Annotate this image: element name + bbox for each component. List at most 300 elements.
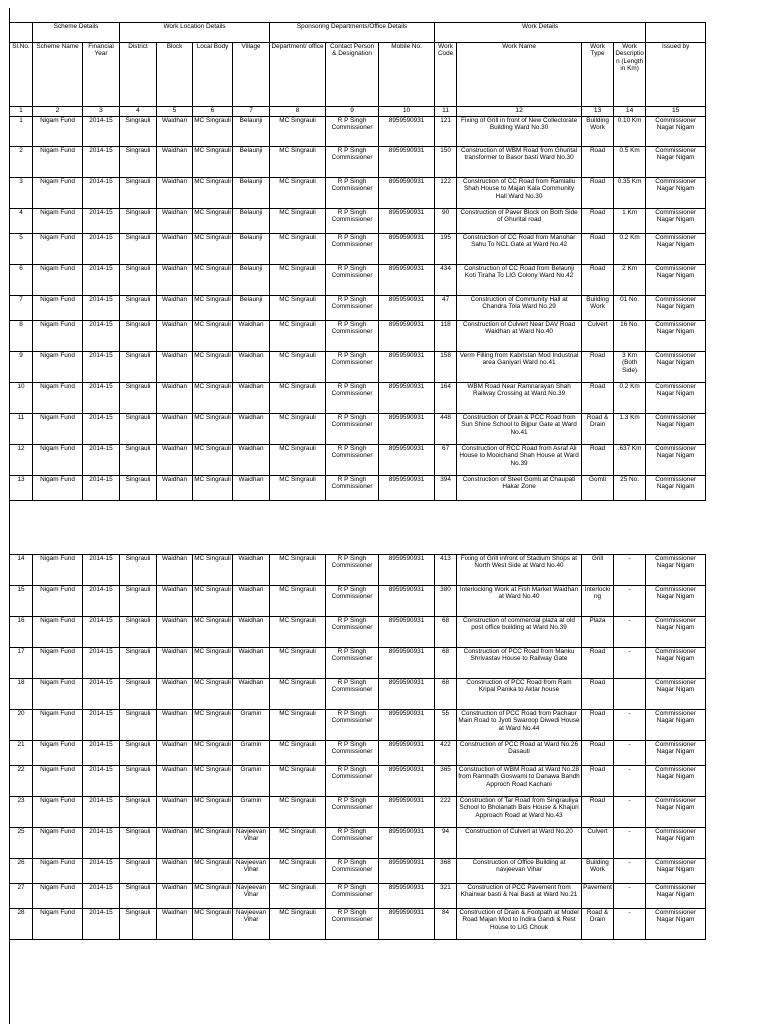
- cell-work-code: 158: [435, 352, 457, 383]
- cell-mobile-no: 8959590931: [379, 147, 435, 178]
- cell-block: Waidhan: [157, 445, 193, 476]
- cell-sl-no: 1: [10, 117, 33, 147]
- cell-mobile-no: 8959590931: [379, 352, 435, 383]
- col-header-contact-person: Contact Person & Designation: [326, 43, 379, 107]
- cell-mobile-no: 8959590931: [379, 586, 435, 617]
- cell-sl-no: 23: [10, 797, 33, 828]
- cell-mobile-no: 8959590931: [379, 383, 435, 414]
- cell-district: Singrauli: [120, 234, 157, 265]
- cell-financial-year: 2014-15: [83, 234, 120, 265]
- cell-scheme-name: Nigam Fund: [33, 586, 83, 617]
- cell-village: Belaunji: [233, 265, 270, 296]
- cell-scheme-name: Nigam Fund: [33, 117, 83, 147]
- cell-work-name: WBM Road Near Ramnarayan Shah Railway Crossing at Ward No.39: [457, 383, 582, 414]
- cell-department: MC Singrauli: [270, 859, 326, 884]
- cell-block: Waidhan: [157, 234, 193, 265]
- cell-block: Waidhan: [157, 296, 193, 321]
- cell-sl-no: 7: [10, 296, 33, 321]
- group-header-work-details: Work Details: [435, 23, 646, 43]
- cell-work-description: -: [614, 828, 646, 859]
- cell-work-name: Construction of Tar Road from Singrauliya School to Bholanath Bais House & Khajuri Approach Road at Ward No.43: [457, 797, 582, 828]
- cell-department: MC Singrauli: [270, 178, 326, 209]
- cell-sl-no: 26: [10, 859, 33, 884]
- cell-district: Singrauli: [120, 178, 157, 209]
- cell-mobile-no: 8959590931: [379, 321, 435, 352]
- cell-block: Waidhan: [157, 117, 193, 147]
- cell-department: MC Singrauli: [270, 117, 326, 147]
- cell-work-name: Verm Filling from Kabristan Mod Industrial area Ganiyari Ward no.41: [457, 352, 582, 383]
- cell-scheme-name: Nigam Fund: [33, 710, 83, 741]
- cell-department: MC Singrauli: [270, 234, 326, 265]
- cell-village: Waidhan: [233, 352, 270, 383]
- cell-block: Waidhan: [157, 766, 193, 797]
- col-number-scheme-name: 2: [33, 107, 83, 117]
- cell-block: Waidhan: [157, 147, 193, 178]
- cell-scheme-name: Nigam Fund: [33, 648, 83, 679]
- column-header-row: [10, 43, 706, 107]
- cell-financial-year: 2014-15: [83, 178, 120, 209]
- cell-work-code: 90: [435, 209, 457, 234]
- cell-block: Waidhan: [157, 884, 193, 909]
- cell-work-name: Construction of Culvert at Ward No.20: [457, 828, 582, 859]
- col-number-department: 8: [270, 107, 326, 117]
- table-row: [10, 679, 706, 710]
- cell-block: Waidhan: [157, 352, 193, 383]
- cell-block: Waidhan: [157, 859, 193, 884]
- cell-local-body: MC Singrauli: [193, 178, 233, 209]
- cell-work-type: Road: [582, 445, 614, 476]
- cell-work-code: 68: [435, 679, 457, 710]
- cell-financial-year: 2014-15: [83, 679, 120, 710]
- cell-mobile-no: 8959590931: [379, 265, 435, 296]
- cell-contact-person: R P Singh Commissioner: [326, 679, 379, 710]
- cell-village: Waidhan: [233, 414, 270, 445]
- cell-issued-by: Commissioner Nagar Nigam: [646, 797, 706, 828]
- cell-work-code: 195: [435, 234, 457, 265]
- cell-village: Waidhan: [233, 679, 270, 710]
- cell-mobile-no: 8959590931: [379, 859, 435, 884]
- cell-work-description: 0.35 Km: [614, 178, 646, 209]
- cell-financial-year: 2014-15: [83, 617, 120, 648]
- cell-issued-by: Commissioner Nagar Nigam: [646, 909, 706, 940]
- cell-district: Singrauli: [120, 147, 157, 178]
- cell-work-description: .637 Km: [614, 445, 646, 476]
- cell-work-description: 01 No.: [614, 296, 646, 321]
- cell-contact-person: R P Singh Commissioner: [326, 178, 379, 209]
- works-table-bottom: [9, 554, 706, 940]
- cell-work-name: Fixing of Grill in front of New Collectorate Building Ward No.30: [457, 117, 582, 147]
- cell-work-code: 118: [435, 321, 457, 352]
- col-number-work-description: 14: [614, 107, 646, 117]
- cell-district: Singrauli: [120, 617, 157, 648]
- cell-sl-no: 4: [10, 209, 33, 234]
- cell-issued-by: Commissioner Nagar Nigam: [646, 321, 706, 352]
- cell-issued-by: Commissioner Nagar Nigam: [646, 383, 706, 414]
- cell-mobile-no: 8959590931: [379, 828, 435, 859]
- cell-contact-person: R P Singh Commissioner: [326, 884, 379, 909]
- table-row: [10, 147, 706, 178]
- table-row: [10, 414, 706, 445]
- cell-work-name: Construction of PCC Pavement from Khairwar basti & Nai Basti at Ward No.21: [457, 884, 582, 909]
- column-number-row: [10, 107, 706, 117]
- cell-district: Singrauli: [120, 352, 157, 383]
- cell-department: MC Singrauli: [270, 884, 326, 909]
- cell-work-name: Construction of CC Road from Ramlallu Shah House to Majan Kala Community Hall Ward No.30: [457, 178, 582, 209]
- cell-issued-by: Commissioner Nagar Nigam: [646, 414, 706, 445]
- cell-contact-person: R P Singh Commissioner: [326, 555, 379, 586]
- cell-work-code: 394: [435, 476, 457, 501]
- col-number-financial-year: 3: [83, 107, 120, 117]
- cell-issued-by: Commissioner Nagar Nigam: [646, 352, 706, 383]
- cell-block: Waidhan: [157, 209, 193, 234]
- cell-work-type: Building Work: [582, 859, 614, 884]
- cell-work-type: Culvert: [582, 321, 614, 352]
- cell-scheme-name: Nigam Fund: [33, 265, 83, 296]
- cell-work-description: -: [614, 710, 646, 741]
- rows-bottom: [10, 555, 706, 940]
- cell-block: Waidhan: [157, 797, 193, 828]
- cell-department: MC Singrauli: [270, 352, 326, 383]
- cell-work-type: Road: [582, 352, 614, 383]
- cell-local-body: MC Singrauli: [193, 909, 233, 940]
- cell-village: Belaunji: [233, 147, 270, 178]
- cell-contact-person: R P Singh Commissioner: [326, 741, 379, 766]
- cell-scheme-name: Nigam Fund: [33, 555, 83, 586]
- group-header-sponsoring: Sponsoring Departments/Office Details: [270, 23, 435, 43]
- cell-scheme-name: Nigam Fund: [33, 352, 83, 383]
- cell-sl-no: 9: [10, 352, 33, 383]
- cell-issued-by: Commissioner Nagar Nigam: [646, 766, 706, 797]
- col-number-sl-no: 1: [10, 107, 33, 117]
- cell-work-description: -: [614, 909, 646, 940]
- cell-issued-by: Commissioner Nagar Nigam: [646, 648, 706, 679]
- cell-department: MC Singrauli: [270, 710, 326, 741]
- cell-district: Singrauli: [120, 296, 157, 321]
- cell-department: MC Singrauli: [270, 445, 326, 476]
- cell-work-type: Road & Drain: [582, 414, 614, 445]
- cell-work-code: 150: [435, 147, 457, 178]
- cell-financial-year: 2014-15: [83, 414, 120, 445]
- cell-issued-by: Commissioner Nagar Nigam: [646, 117, 706, 147]
- cell-sl-no: 10: [10, 383, 33, 414]
- cell-work-type: Grill: [582, 555, 614, 586]
- cell-financial-year: 2014-15: [83, 828, 120, 859]
- table-row: [10, 617, 706, 648]
- cell-financial-year: 2014-15: [83, 321, 120, 352]
- cell-work-description: -: [614, 648, 646, 679]
- cell-local-body: MC Singrauli: [193, 586, 233, 617]
- cell-issued-by: Commissioner Nagar Nigam: [646, 209, 706, 234]
- table-row: [10, 321, 706, 352]
- table-row: [10, 476, 706, 501]
- cell-mobile-no: 8959590931: [379, 679, 435, 710]
- cell-local-body: MC Singrauli: [193, 117, 233, 147]
- cell-financial-year: 2014-15: [83, 555, 120, 586]
- cell-work-description: -: [614, 766, 646, 797]
- cell-financial-year: 2014-15: [83, 265, 120, 296]
- table-row: [10, 884, 706, 909]
- cell-contact-person: R P Singh Commissioner: [326, 414, 379, 445]
- cell-village: Waidhan: [233, 648, 270, 679]
- cell-work-name: Fixing of Grill infront of Stadium Shops at North West Side at Ward No.40: [457, 555, 582, 586]
- cell-contact-person: R P Singh Commissioner: [326, 117, 379, 147]
- cell-department: MC Singrauli: [270, 555, 326, 586]
- cell-district: Singrauli: [120, 710, 157, 741]
- cell-village: Gramin: [233, 741, 270, 766]
- cell-work-description: 0.2 Km: [614, 234, 646, 265]
- cell-village: Belaunji: [233, 209, 270, 234]
- col-header-work-name: Work Name: [457, 43, 582, 107]
- cell-financial-year: 2014-15: [83, 909, 120, 940]
- cell-financial-year: 2014-15: [83, 209, 120, 234]
- cell-work-description: 25 No.: [614, 476, 646, 501]
- col-number-mobile-no: 10: [379, 107, 435, 117]
- cell-local-body: MC Singrauli: [193, 555, 233, 586]
- cell-mobile-no: 8959590931: [379, 741, 435, 766]
- cell-local-body: MC Singrauli: [193, 445, 233, 476]
- cell-work-type: Road: [582, 234, 614, 265]
- cell-local-body: MC Singrauli: [193, 147, 233, 178]
- cell-work-code: 121: [435, 117, 457, 147]
- cell-contact-person: R P Singh Commissioner: [326, 321, 379, 352]
- cell-mobile-no: 8959590931: [379, 648, 435, 679]
- group-header-blank: [10, 23, 33, 43]
- cell-contact-person: R P Singh Commissioner: [326, 710, 379, 741]
- cell-village: Navjeevan Vihar: [233, 909, 270, 940]
- cell-work-description: -: [614, 741, 646, 766]
- cell-work-code: 68: [435, 648, 457, 679]
- cell-financial-year: 2014-15: [83, 884, 120, 909]
- cell-contact-person: R P Singh Commissioner: [326, 909, 379, 940]
- col-header-block: Block: [157, 43, 193, 107]
- col-header-village: Village: [233, 43, 270, 107]
- cell-scheme-name: Nigam Fund: [33, 414, 83, 445]
- cell-block: Waidhan: [157, 476, 193, 501]
- cell-block: Waidhan: [157, 828, 193, 859]
- cell-mobile-no: 8959590931: [379, 555, 435, 586]
- cell-mobile-no: 8959590931: [379, 414, 435, 445]
- col-header-department: Department/ office: [270, 43, 326, 107]
- col-header-issued-by: Issued by: [646, 43, 706, 107]
- cell-work-description: -: [614, 555, 646, 586]
- cell-village: Waidhan: [233, 586, 270, 617]
- cell-work-type: Road: [582, 383, 614, 414]
- cell-local-body: MC Singrauli: [193, 209, 233, 234]
- cell-local-body: MC Singrauli: [193, 710, 233, 741]
- cell-district: Singrauli: [120, 909, 157, 940]
- cell-district: Singrauli: [120, 859, 157, 884]
- cell-sl-no: 25: [10, 828, 33, 859]
- cell-work-name: Construction of PCC Road from Manku Shrivastav House to Railway Gate: [457, 648, 582, 679]
- cell-local-body: MC Singrauli: [193, 414, 233, 445]
- cell-block: Waidhan: [157, 321, 193, 352]
- cell-village: Belaunji: [233, 296, 270, 321]
- cell-village: Belaunji: [233, 117, 270, 147]
- cell-work-name: Construction of Drain & PCC Road from Sun Shine School to Bijpur Gate at Ward No.41: [457, 414, 582, 445]
- cell-village: Waidhan: [233, 555, 270, 586]
- cell-district: Singrauli: [120, 741, 157, 766]
- cell-work-name: Construction of commercial plaza at old post office building at Ward No.39: [457, 617, 582, 648]
- cell-work-code: 413: [435, 555, 457, 586]
- cell-district: Singrauli: [120, 797, 157, 828]
- cell-district: Singrauli: [120, 383, 157, 414]
- table-row: [10, 117, 706, 147]
- cell-work-name: Construction of WBM Road from Ghurital transformer to Basor basti Ward No.30: [457, 147, 582, 178]
- cell-scheme-name: Nigam Fund: [33, 321, 83, 352]
- cell-local-body: MC Singrauli: [193, 321, 233, 352]
- cell-department: MC Singrauli: [270, 828, 326, 859]
- cell-work-type: Building Work: [582, 117, 614, 147]
- cell-work-name: Construction of CC Road from Manohar Sahu To NCL Gate at Ward No.42: [457, 234, 582, 265]
- cell-contact-person: R P Singh Commissioner: [326, 797, 379, 828]
- cell-issued-by: Commissioner Nagar Nigam: [646, 178, 706, 209]
- cell-village: Waidhan: [233, 445, 270, 476]
- cell-contact-person: R P Singh Commissioner: [326, 445, 379, 476]
- cell-contact-person: R P Singh Commissioner: [326, 265, 379, 296]
- cell-village: Waidhan: [233, 617, 270, 648]
- cell-mobile-no: 8959590931: [379, 117, 435, 147]
- cell-local-body: MC Singrauli: [193, 265, 233, 296]
- table-row: [10, 234, 706, 265]
- cell-village: Gramin: [233, 797, 270, 828]
- cell-issued-by: Commissioner Nagar Nigam: [646, 555, 706, 586]
- cell-district: Singrauli: [120, 679, 157, 710]
- cell-financial-year: 2014-15: [83, 476, 120, 501]
- col-number-village: 7: [233, 107, 270, 117]
- table-row: [10, 710, 706, 741]
- cell-contact-person: R P Singh Commissioner: [326, 828, 379, 859]
- cell-work-name: Construction of Community Hall at Chandra Tola Ward No.29: [457, 296, 582, 321]
- cell-local-body: MC Singrauli: [193, 884, 233, 909]
- cell-local-body: MC Singrauli: [193, 828, 233, 859]
- cell-work-code: 422: [435, 741, 457, 766]
- cell-sl-no: 15: [10, 586, 33, 617]
- cell-district: Singrauli: [120, 766, 157, 797]
- cell-mobile-no: 8959590931: [379, 617, 435, 648]
- cell-department: MC Singrauli: [270, 321, 326, 352]
- cell-work-code: 122: [435, 178, 457, 209]
- cell-district: Singrauli: [120, 884, 157, 909]
- cell-department: MC Singrauli: [270, 679, 326, 710]
- cell-financial-year: 2014-15: [83, 648, 120, 679]
- table-row: [10, 178, 706, 209]
- cell-contact-person: R P Singh Commissioner: [326, 352, 379, 383]
- cell-sl-no: 28: [10, 909, 33, 940]
- cell-work-name: Construction of Office Building at navjeevan Vihar: [457, 859, 582, 884]
- cell-work-code: 68: [435, 617, 457, 648]
- cell-work-description: 3 Km (Both Side): [614, 352, 646, 383]
- cell-issued-by: Commissioner Nagar Nigam: [646, 828, 706, 859]
- cell-scheme-name: Nigam Fund: [33, 476, 83, 501]
- cell-mobile-no: 8959590931: [379, 445, 435, 476]
- cell-local-body: MC Singrauli: [193, 234, 233, 265]
- cell-local-body: MC Singrauli: [193, 741, 233, 766]
- col-number-work-code: 11: [435, 107, 457, 117]
- cell-work-description: 1 Km: [614, 209, 646, 234]
- cell-work-name: Construction of Culvert Near DAV Road Waidhan at Ward No.40: [457, 321, 582, 352]
- cell-department: MC Singrauli: [270, 209, 326, 234]
- col-header-local-body: Local Body: [193, 43, 233, 107]
- cell-work-type: Road: [582, 178, 614, 209]
- cell-scheme-name: Nigam Fund: [33, 445, 83, 476]
- cell-contact-person: R P Singh Commissioner: [326, 586, 379, 617]
- cell-work-type: Building Work: [582, 296, 614, 321]
- cell-mobile-no: 8959590931: [379, 234, 435, 265]
- cell-work-type: Road: [582, 679, 614, 710]
- cell-work-type: Road: [582, 648, 614, 679]
- cell-financial-year: 2014-15: [83, 352, 120, 383]
- works-table-top: [9, 22, 706, 501]
- cell-work-code: 67: [435, 445, 457, 476]
- cell-financial-year: 2014-15: [83, 445, 120, 476]
- cell-work-name: Construction of PCC Road at Ward No.26 Dasauti: [457, 741, 582, 766]
- cell-district: Singrauli: [120, 445, 157, 476]
- cell-contact-person: R P Singh Commissioner: [326, 296, 379, 321]
- cell-work-code: 448: [435, 414, 457, 445]
- col-header-scheme-name: Scheme Name: [33, 43, 83, 107]
- cell-block: Waidhan: [157, 178, 193, 209]
- cell-scheme-name: Nigam Fund: [33, 679, 83, 710]
- cell-work-name: Construction of Drain & Footpath at Model Road Majan Mod to Indira Gandi & Rest House to LIG Chouk: [457, 909, 582, 940]
- cell-work-type: Road: [582, 265, 614, 296]
- cell-issued-by: Commissioner Nagar Nigam: [646, 586, 706, 617]
- cell-work-description: -: [614, 884, 646, 909]
- cell-block: Waidhan: [157, 617, 193, 648]
- cell-financial-year: 2014-15: [83, 586, 120, 617]
- cell-sl-no: 6: [10, 265, 33, 296]
- cell-issued-by: Commissioner Nagar Nigam: [646, 710, 706, 741]
- cell-issued-by: Commissioner Nagar Nigam: [646, 445, 706, 476]
- cell-sl-no: 11: [10, 414, 33, 445]
- cell-district: Singrauli: [120, 265, 157, 296]
- cell-sl-no: 12: [10, 445, 33, 476]
- cell-issued-by: Commissioner Nagar Nigam: [646, 476, 706, 501]
- cell-local-body: MC Singrauli: [193, 476, 233, 501]
- cell-scheme-name: Nigam Fund: [33, 296, 83, 321]
- cell-mobile-no: 8959590931: [379, 909, 435, 940]
- cell-work-type: Road: [582, 766, 614, 797]
- cell-work-code: 321: [435, 884, 457, 909]
- cell-contact-person: R P Singh Commissioner: [326, 147, 379, 178]
- cell-mobile-no: 8959590931: [379, 797, 435, 828]
- cell-scheme-name: Nigam Fund: [33, 234, 83, 265]
- table-row: [10, 586, 706, 617]
- cell-block: Waidhan: [157, 648, 193, 679]
- cell-financial-year: 2014-15: [83, 383, 120, 414]
- col-number-district: 4: [120, 107, 157, 117]
- group-header-row: [10, 23, 706, 43]
- cell-department: MC Singrauli: [270, 296, 326, 321]
- cell-work-code: 222: [435, 797, 457, 828]
- cell-scheme-name: Nigam Fund: [33, 766, 83, 797]
- cell-contact-person: R P Singh Commissioner: [326, 383, 379, 414]
- cell-mobile-no: 8959590931: [379, 296, 435, 321]
- cell-department: MC Singrauli: [270, 648, 326, 679]
- cell-local-body: MC Singrauli: [193, 859, 233, 884]
- cell-village: Waidhan: [233, 383, 270, 414]
- cell-work-code: 368: [435, 859, 457, 884]
- cell-local-body: MC Singrauli: [193, 797, 233, 828]
- cell-mobile-no: 8959590931: [379, 710, 435, 741]
- table-row: [10, 209, 706, 234]
- cell-village: Belaunji: [233, 234, 270, 265]
- cell-village: Waidhan: [233, 321, 270, 352]
- cell-block: Waidhan: [157, 741, 193, 766]
- cell-village: Navjeevan Vihar: [233, 884, 270, 909]
- cell-scheme-name: Nigam Fund: [33, 383, 83, 414]
- rows-top: [10, 117, 706, 501]
- group-header-blank-end: [646, 23, 706, 43]
